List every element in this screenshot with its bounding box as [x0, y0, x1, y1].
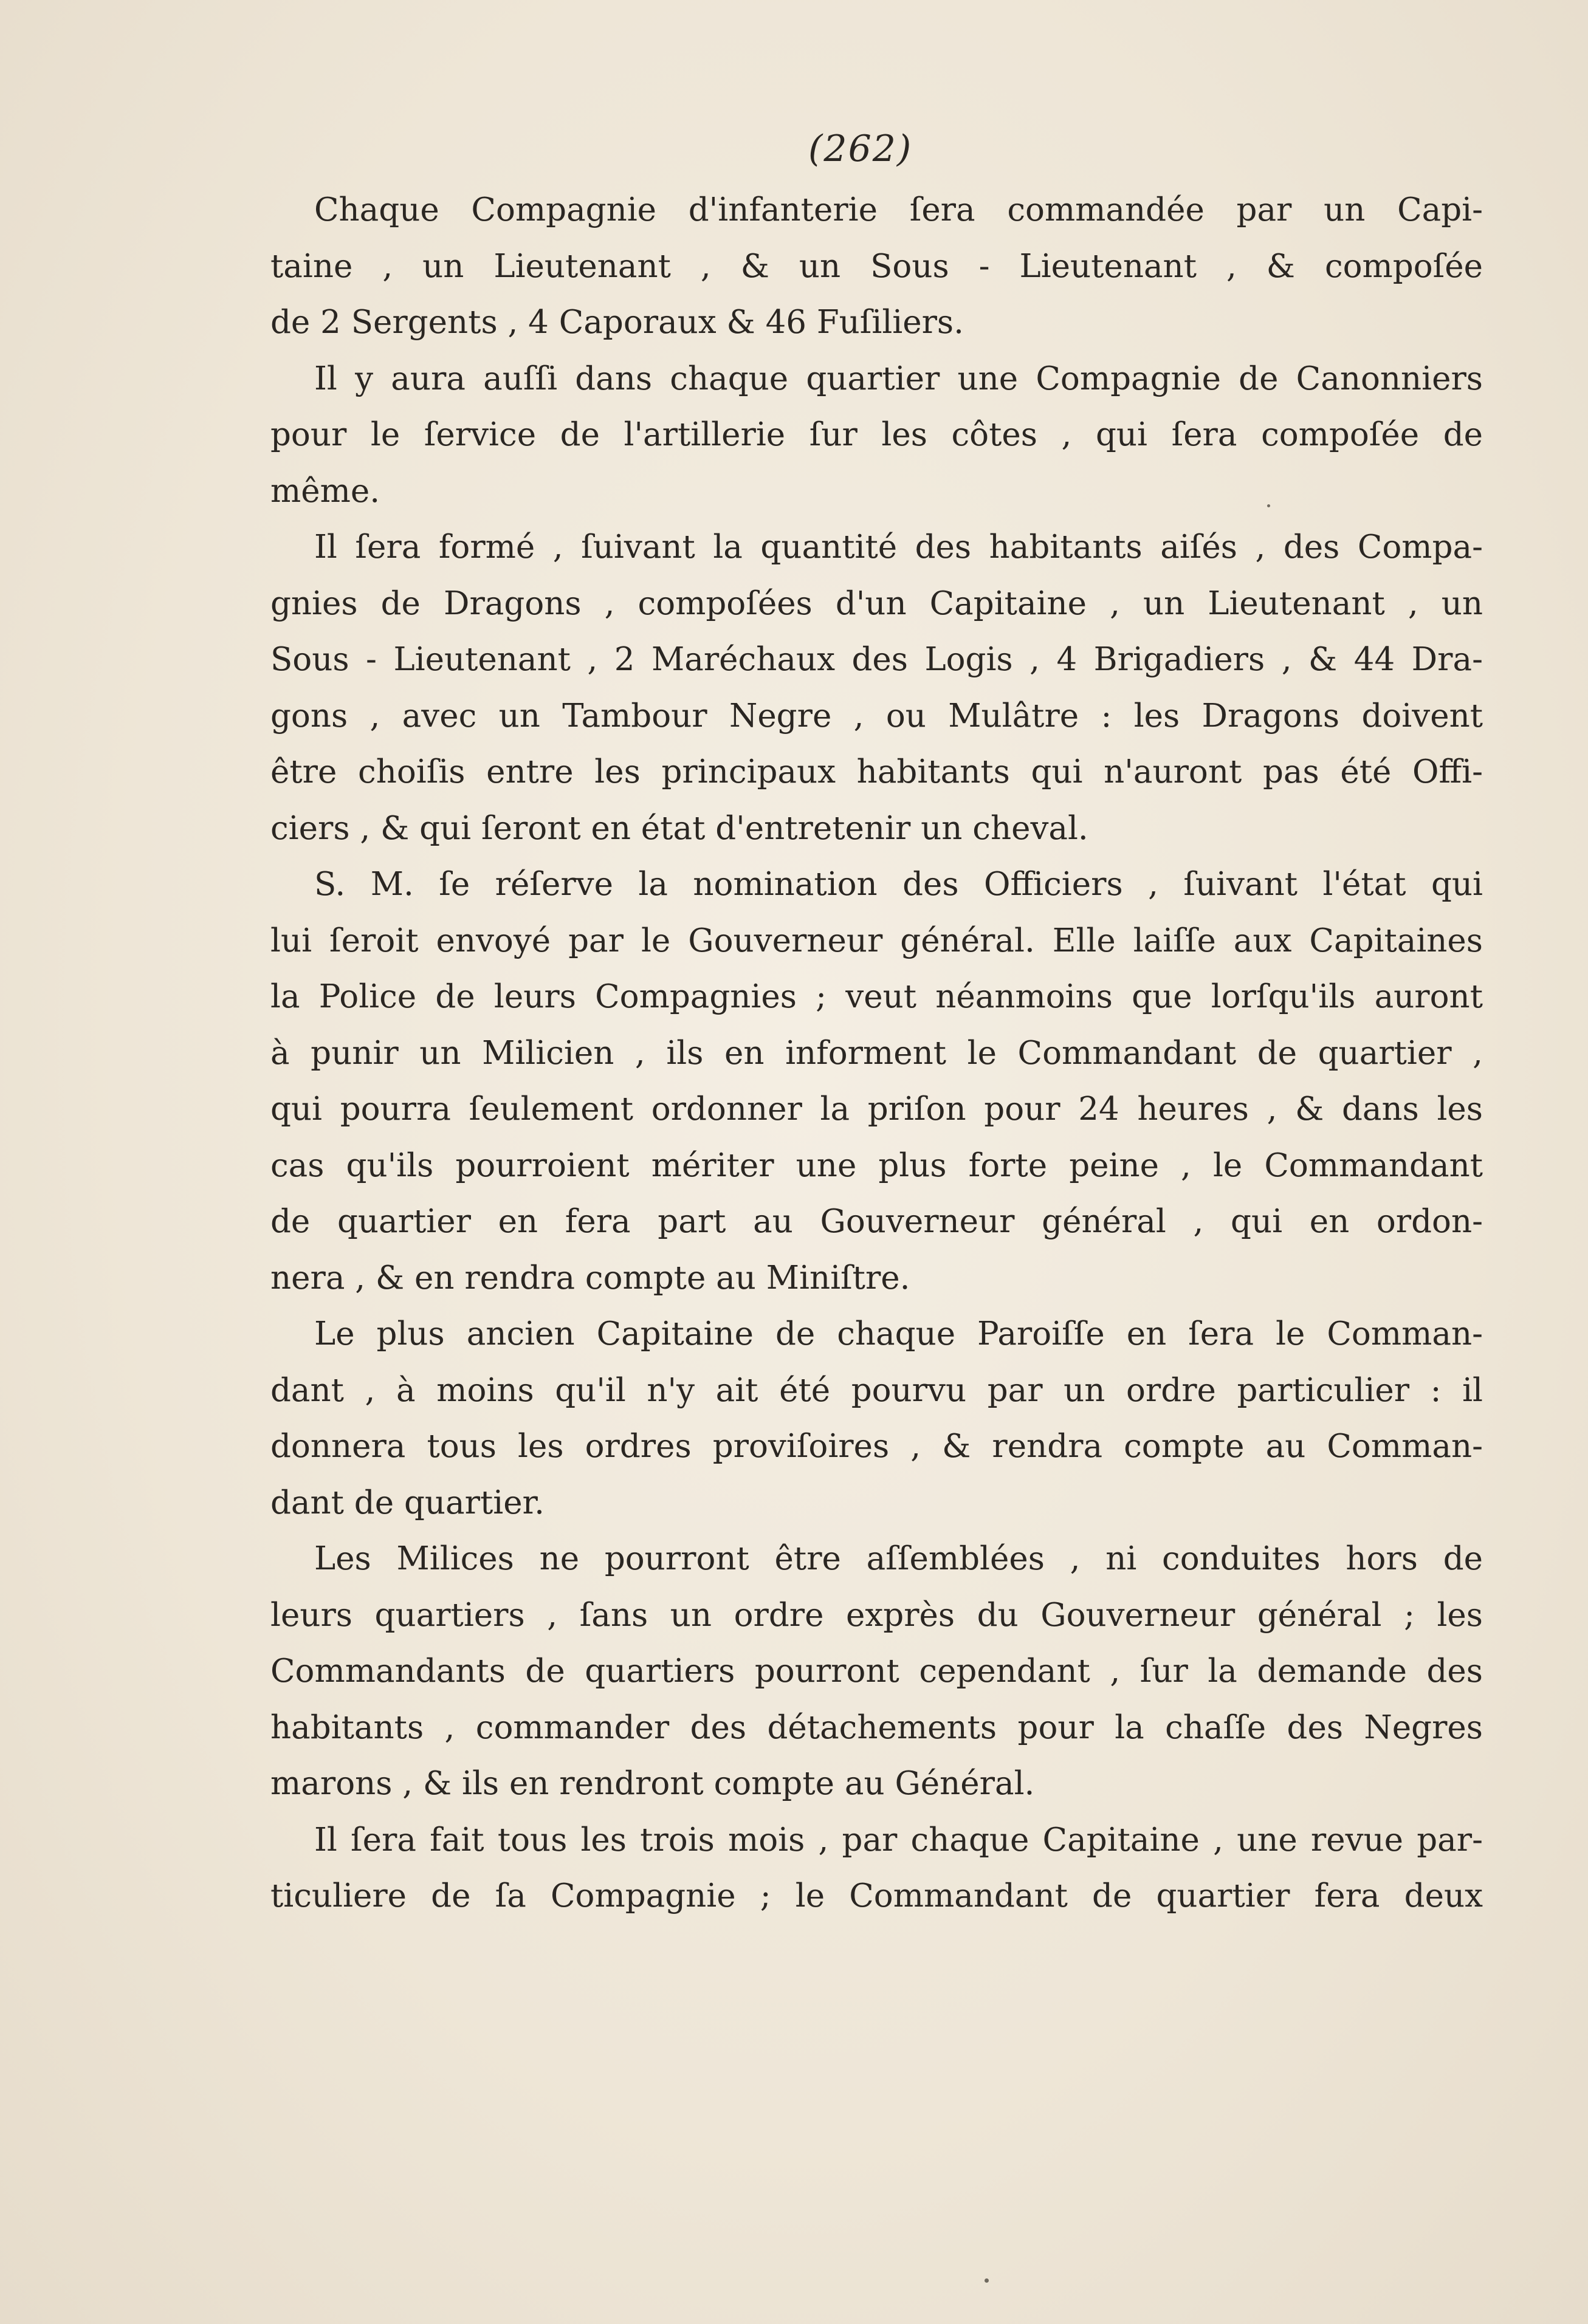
text-line: leurs quartiers , ſans un ordre exprès du Gouverneur général ; les — [270, 1596, 1483, 1634]
text-line: habitants , commander des détachements pour la chaſſe des Negres — [270, 1709, 1483, 1746]
text-line: donnera tous les ordres proviſoires , & rendra compte au Comman- — [270, 1428, 1483, 1465]
text-line: Les Milices ne pourront être aſſemblées , ni conduites hors de — [314, 1540, 1483, 1577]
body-text — [270, 182, 1483, 1925]
text-line: S. M. ſe réſerve la nomination des Officiers , ſuivant l'état qui — [314, 866, 1483, 903]
paper-speck-mark — [985, 2278, 989, 2283]
text-line: nera , & en rendra compte au Miniſtre. — [270, 1259, 910, 1297]
text-line: Il ſera fait tous les trois mois , par chaque Capitaine , une revue par- — [314, 1821, 1483, 1859]
text-line: dant de quartier. — [270, 1484, 545, 1521]
text-line: Chaque Compagnie d'infanterie ſera commandée par un Capi- — [314, 191, 1483, 228]
text-line: la Police de leurs Compagnies ; veut néanmoins que lorſqu'ils auront — [270, 978, 1483, 1015]
text-line: dant , à moins qu'il n'y ait été pourvu par un ordre particulier : il — [270, 1371, 1483, 1409]
paragraph — [270, 1812, 1483, 1925]
text-line: cas qu'ils pourroient mériter une plus forte peine , le Commandant — [270, 1147, 1483, 1184]
paragraph — [270, 519, 1483, 857]
paragraph — [270, 857, 1483, 1306]
paragraph — [270, 182, 1483, 351]
paragraph — [270, 1531, 1483, 1812]
text-line: de 2 Sergents , 4 Caporaux & 46 Fuſiliers. — [270, 304, 964, 341]
text-line: ciers , & qui ſeront en état d'entretenir un cheval. — [270, 809, 1088, 847]
paragraph — [270, 351, 1483, 520]
text-line: pour le ſervice de l'artillerie ſur les côtes , qui ſera compoſée de — [270, 416, 1483, 453]
text-line: Le plus ancien Capitaine de chaque Paroiſſe en ſera le Comman- — [314, 1315, 1483, 1352]
text-line: lui ſeroit envoyé par le Gouverneur général. Elle laiſſe aux Capitaines — [270, 922, 1483, 959]
text-line: même. — [270, 472, 380, 510]
text-line: ticuliere de ſa Compagnie ; le Commandant de quartier fera deux — [270, 1877, 1483, 1914]
paragraph — [270, 1306, 1483, 1531]
text-line: Il y aura auſſi dans chaque quartier une Compagnie de Canonniers — [314, 360, 1483, 397]
text-line: à punir un Milicien , ils en informent le Commandant de quartier , — [270, 1034, 1483, 1072]
text-line: qui pourra ſeulement ordonner la priſon pour 24 heures , & dans les — [270, 1091, 1483, 1128]
text-line: être choiſis entre les principaux habitants qui n'auront pas été Offi- — [270, 753, 1483, 790]
text-line: Il ſera formé , ſuivant la quantité des habitants aiſés , des Compa- — [314, 529, 1483, 566]
text-line: Sous - Lieutenant , 2 Maréchaux des Logis , 4 Brigadiers , & 44 Dra- — [270, 641, 1483, 678]
page-number: (262) — [808, 128, 913, 170]
text-line: gons , avec un Tambour Negre , ou Mulâtre : les Dragons doivent — [270, 697, 1483, 735]
text-line: marons , & ils en rendront compte au Général. — [270, 1765, 1035, 1802]
text-line: Commandants de quartiers pourront cependant , ſur la demande des — [270, 1653, 1483, 1690]
text-line: taine , un Lieutenant , & un Sous - Lieutenant , & compoſée — [270, 247, 1483, 285]
paper-speck-mark — [1267, 504, 1270, 507]
text-line: de quartier en fera part au Gouverneur général , qui en ordon- — [270, 1203, 1483, 1240]
text-line: gnies de Dragons , compoſées d'un Capitaine , un Lieutenant , un — [270, 584, 1483, 622]
